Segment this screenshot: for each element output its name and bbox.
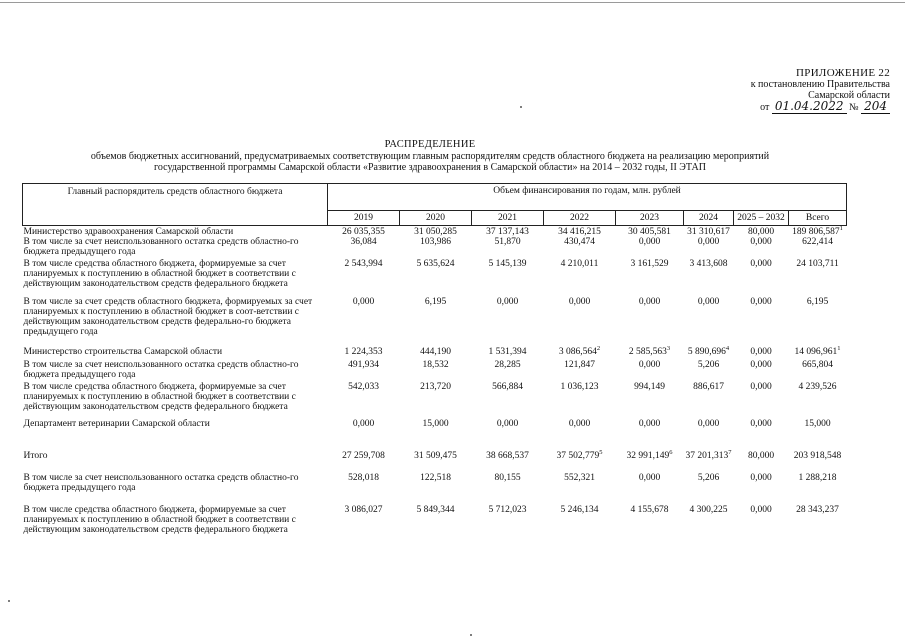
value-text: 0,000 <box>697 297 720 307</box>
row-name: Департамент ветеринарии Самарской области <box>23 419 210 429</box>
row-value <box>616 237 684 259</box>
value-text: 5 849,344 <box>416 505 455 515</box>
value-text: 0,000 <box>568 419 591 429</box>
value-text: 80,000 <box>747 451 775 461</box>
row-name: В том числе за счет неиспользованного остатка средств областно-го бюджета предыдущего года <box>23 237 299 257</box>
footnote-marker: 1 <box>839 224 843 232</box>
header-year: 2022 <box>544 211 616 226</box>
value-text: 0,000 <box>697 237 720 247</box>
row-value <box>400 237 472 259</box>
footnote-marker: 4 <box>725 344 730 352</box>
table-row <box>23 226 847 238</box>
value-text: 1 288,218 <box>798 473 837 483</box>
value-text: 1 531,394 <box>488 347 527 357</box>
row-value <box>789 451 847 473</box>
row-value <box>734 473 789 505</box>
header-distributor: Главный распорядитель средств областного бюджета <box>23 184 328 226</box>
value-text: 0,000 <box>750 360 772 370</box>
row-value <box>684 382 734 419</box>
row-value <box>328 451 400 473</box>
value-text: 552,321 <box>564 473 595 483</box>
value-text: 15,000 <box>804 419 831 429</box>
table-row <box>23 360 847 382</box>
table-row <box>23 237 847 259</box>
row-value <box>789 237 847 259</box>
value-text: 665,804 <box>802 360 833 370</box>
value-text: 886,617 <box>693 382 724 392</box>
row-value <box>472 382 544 419</box>
value-text: 28,285 <box>494 360 521 370</box>
value-text: 2 585,563 <box>628 347 667 357</box>
value-text: 203 918,548 <box>793 451 842 461</box>
footnote-marker: 1 <box>837 344 841 352</box>
row-value <box>789 473 847 505</box>
row-value <box>616 505 684 543</box>
row-name: Министерство строительства Самарской области <box>23 347 223 357</box>
value-text: 5 890,696 <box>687 347 726 357</box>
value-text: 430,474 <box>564 237 595 247</box>
row-value <box>400 259 472 297</box>
row-value <box>789 360 847 382</box>
row-value <box>734 347 789 360</box>
row-value <box>544 448 616 473</box>
value-text: 4 239,526 <box>798 382 837 392</box>
value-text: 0,000 <box>352 297 375 307</box>
document-subtitle-1: объемов бюджетных ассигнований, предусматриваемых соответствующим главным распорядителям средств областного бюджета на реализацию мероприятий <box>90 150 770 162</box>
appendix-date-line <box>640 101 890 113</box>
value-text: 213,720 <box>420 382 451 392</box>
value-text: 0,000 <box>638 419 661 429</box>
value-text: 0,000 <box>750 473 772 483</box>
row-value <box>616 360 684 382</box>
row-name: Итого <box>23 451 48 461</box>
value-text: 189 806,587 <box>792 227 840 237</box>
header-volume: Объем финансирования по годам, млн. рублей <box>328 184 847 211</box>
document-subtitle-2: государственной программы Самарской области «Развитие здравоохранения в Самарской области» на 2014 – 2032 годы, II ЭТАП <box>154 162 706 173</box>
row-value <box>544 360 616 382</box>
header-year: 2025 – 2032 <box>734 211 789 226</box>
row-value <box>472 473 544 505</box>
row-value <box>472 505 544 543</box>
row-value <box>400 419 472 451</box>
row-value <box>400 297 472 347</box>
value-text: 3 086,564 <box>558 347 597 357</box>
row-value <box>544 344 616 360</box>
row-value <box>684 344 734 360</box>
row-value <box>616 419 684 451</box>
value-text: 27 259,708 <box>342 451 385 461</box>
row-value <box>400 226 472 238</box>
value-text: 5 246,134 <box>560 505 599 515</box>
value-text: 491,934 <box>348 360 379 370</box>
header-year: 2021 <box>472 211 544 226</box>
scan-speck <box>8 600 10 602</box>
row-value <box>684 505 734 543</box>
value-text: 0,000 <box>750 505 772 515</box>
value-text: 3 086,027 <box>344 505 383 515</box>
value-text: 24 103,711 <box>796 259 839 269</box>
value-text: 4 210,011 <box>560 259 599 269</box>
value-text: 0,000 <box>750 237 772 247</box>
value-text: 2 543,994 <box>344 259 383 269</box>
value-text: 5 145,139 <box>488 259 527 269</box>
value-text: 31 509,475 <box>414 451 457 461</box>
appendix-number: 204 <box>861 99 890 114</box>
row-value <box>789 344 847 360</box>
row-value <box>616 297 684 347</box>
appendix-title: ПРИЛОЖЕНИЕ 22 <box>796 67 890 79</box>
row-value <box>616 344 684 360</box>
row-value <box>734 382 789 419</box>
row-value <box>400 451 472 473</box>
value-text: 37 502,779 <box>556 451 600 461</box>
value-text: 0,000 <box>638 473 661 483</box>
value-text: 30 405,581 <box>628 227 671 237</box>
value-text: 1 036,123 <box>560 382 599 392</box>
footnote-marker: 5 <box>599 448 603 456</box>
scan-speck <box>520 106 522 108</box>
value-text: 0,000 <box>750 297 772 307</box>
row-name: В том числе средства областного бюджета, формируемые за счет планируемых к поступлению в областной бюджет в соответствии с действующим законодательством средств федерального бюджета <box>23 505 296 535</box>
footnote-marker: 2 <box>596 344 601 352</box>
table-row <box>23 347 847 360</box>
value-text: 26 035,355 <box>342 227 385 237</box>
row-value <box>734 505 789 543</box>
footnote-marker: 6 <box>669 448 673 456</box>
value-text: 0,000 <box>352 419 375 429</box>
value-text: 80,155 <box>494 473 521 483</box>
header-year: 2020 <box>400 211 472 226</box>
value-text: 0,000 <box>750 419 772 429</box>
value-text: 4 155,678 <box>630 505 669 515</box>
row-value <box>328 237 400 259</box>
value-text: 528,018 <box>348 473 379 483</box>
row-value <box>544 297 616 347</box>
row-value <box>328 382 400 419</box>
row-value <box>616 259 684 297</box>
value-text: 1 224,353 <box>344 347 383 357</box>
table-row <box>23 505 847 543</box>
row-value <box>472 226 544 238</box>
row-value <box>684 237 734 259</box>
table-row <box>23 297 847 347</box>
row-value <box>616 226 684 238</box>
value-text: 5,206 <box>697 360 720 370</box>
row-value <box>400 505 472 543</box>
row-value <box>328 297 400 347</box>
row-value <box>789 259 847 297</box>
row-value <box>544 473 616 505</box>
row-value <box>789 297 847 347</box>
appendix-from-label: от <box>760 102 770 113</box>
value-text: 0,000 <box>568 297 591 307</box>
row-value <box>684 259 734 297</box>
value-text: 566,884 <box>492 382 523 392</box>
row-name: В том числе за счет средств областного бюджета, формируемых за счет планируемых к поступлению в областной бюджет в соот-ветствии с действующим законодательством средств федерально-го бюджета предыдущего года <box>23 297 313 337</box>
value-text: 32 991,149 <box>626 451 670 461</box>
document-heading <box>40 139 820 174</box>
value-text: 18,532 <box>422 360 449 370</box>
value-text: 0,000 <box>496 419 519 429</box>
row-name: В том числе за счет неиспользованного остатка средств областно-го бюджета предыдущего года <box>23 360 299 380</box>
row-value <box>472 259 544 297</box>
row-value <box>734 297 789 347</box>
value-text: 5,206 <box>697 473 720 483</box>
row-value <box>544 505 616 543</box>
row-value <box>472 360 544 382</box>
row-value <box>328 419 400 451</box>
table-row <box>23 473 847 505</box>
row-value <box>734 360 789 382</box>
value-text: 6,195 <box>424 297 447 307</box>
value-text: 121,847 <box>564 360 595 370</box>
value-text: 0,000 <box>697 419 720 429</box>
appendix-block <box>640 68 890 113</box>
appendix-number-label: № <box>849 102 859 113</box>
value-text: 31 050,285 <box>414 227 457 237</box>
footnote-marker: 3 <box>666 344 671 352</box>
row-value <box>734 226 789 238</box>
row-value <box>789 226 847 238</box>
value-text: 0,000 <box>750 382 772 392</box>
value-text: 3 161,529 <box>630 259 669 269</box>
value-text: 0,000 <box>638 360 661 370</box>
row-value <box>684 297 734 347</box>
value-text: 622,414 <box>802 237 833 247</box>
value-text: 3 413,608 <box>689 259 728 269</box>
header-year: 2023 <box>616 211 684 226</box>
value-text: 14 096,961 <box>794 347 838 357</box>
header-total: Всего <box>789 211 847 226</box>
row-value <box>328 259 400 297</box>
appendix-line-1: к постановлению Правительства <box>750 79 890 90</box>
table-row <box>23 419 847 451</box>
appendix-date: 01.04.2022 <box>772 99 847 114</box>
value-text: 0,000 <box>638 297 661 307</box>
row-value <box>684 360 734 382</box>
row-value <box>328 473 400 505</box>
row-value <box>400 360 472 382</box>
row-value <box>684 226 734 238</box>
value-text: 4 300,225 <box>689 505 728 515</box>
row-name: В том числе средства областного бюджета, формируемые за счет планируемых к поступлению в областной бюджет в соответствии с действующим законодательством средств федерального бюджета <box>23 382 296 412</box>
row-value <box>734 237 789 259</box>
row-value <box>400 473 472 505</box>
row-value <box>472 347 544 360</box>
value-text: 0,000 <box>638 237 661 247</box>
row-value <box>472 419 544 451</box>
row-value <box>328 505 400 543</box>
value-text: 34 416,215 <box>558 227 601 237</box>
value-text: 0,000 <box>750 259 772 269</box>
row-value <box>616 473 684 505</box>
row-value <box>472 297 544 347</box>
row-value <box>684 473 734 505</box>
scan-top-edge <box>0 2 905 3</box>
allocation-table <box>22 183 847 543</box>
table-row <box>23 451 847 473</box>
value-text: 37 201,313 <box>685 451 729 461</box>
row-value <box>472 237 544 259</box>
row-value <box>789 419 847 451</box>
table-row <box>23 382 847 419</box>
value-text: 36,084 <box>350 237 377 247</box>
row-value <box>789 505 847 543</box>
row-name: Министерство здравоохранения Самарской области <box>23 227 234 237</box>
row-value <box>544 226 616 238</box>
value-text: 5 712,023 <box>488 505 527 515</box>
header-year: 2019 <box>328 211 400 226</box>
row-value <box>328 226 400 238</box>
footnote-marker: 7 <box>728 448 732 456</box>
row-value <box>472 451 544 473</box>
value-text: 15,000 <box>422 419 449 429</box>
value-text: 994,149 <box>634 382 665 392</box>
value-text: 0,000 <box>750 347 772 357</box>
value-text: 28 343,237 <box>796 505 839 515</box>
row-value <box>734 451 789 473</box>
value-text: 38 668,537 <box>486 451 529 461</box>
row-value <box>544 382 616 419</box>
row-value <box>789 382 847 419</box>
table-body <box>23 226 847 544</box>
row-value <box>616 448 684 473</box>
row-value <box>328 347 400 360</box>
value-text: 122,518 <box>420 473 451 483</box>
row-value <box>400 347 472 360</box>
appendix-line-2: Самарской области <box>808 90 890 101</box>
row-value <box>684 419 734 451</box>
row-value <box>734 419 789 451</box>
document-title: РАСПРЕДЕЛЕНИЕ <box>384 139 476 150</box>
row-name: В том числе за счет неиспользованного остатка средств областно-го бюджета предыдущего года <box>23 473 299 493</box>
value-text: 51,870 <box>494 237 521 247</box>
row-value <box>616 382 684 419</box>
row-name: В том числе средства областного бюджета, формируемые за счет планируемых к поступлению в областной бюджет в соответствии с действующим законодательством средств федерального бюджета <box>23 259 296 289</box>
row-value <box>684 448 734 473</box>
value-text: 80,000 <box>747 227 775 237</box>
value-text: 5 635,624 <box>416 259 455 269</box>
row-value <box>328 360 400 382</box>
row-value <box>734 259 789 297</box>
value-text: 444,190 <box>420 347 451 357</box>
row-value <box>400 382 472 419</box>
row-value <box>544 259 616 297</box>
value-text: 103,986 <box>420 237 451 247</box>
value-text: 37 137,143 <box>486 227 529 237</box>
row-value <box>544 237 616 259</box>
value-text: 31 310,617 <box>687 227 730 237</box>
header-year: 2024 <box>684 211 734 226</box>
row-value <box>544 419 616 451</box>
value-text: 6,195 <box>806 297 829 307</box>
table-row <box>23 259 847 297</box>
value-text: 0,000 <box>496 297 519 307</box>
value-text: 542,033 <box>348 382 379 392</box>
scan-speck <box>470 634 472 636</box>
